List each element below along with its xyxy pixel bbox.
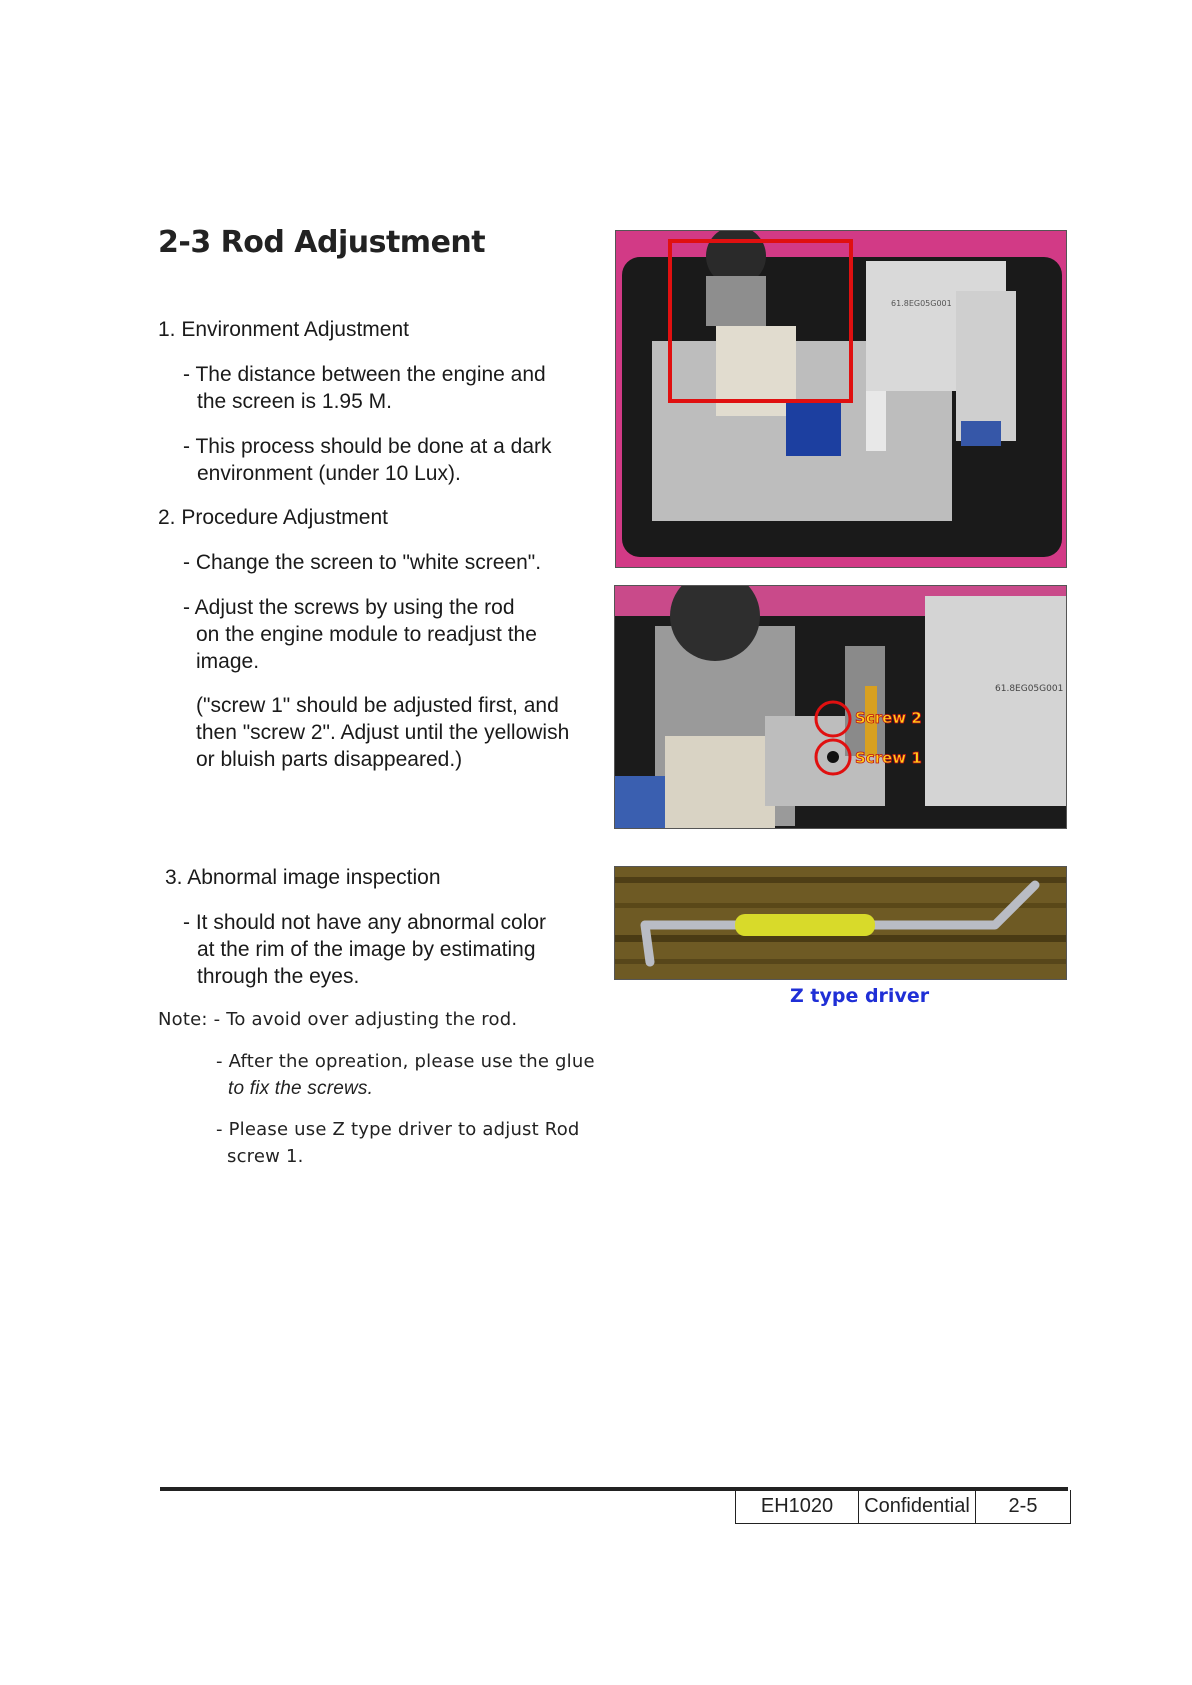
footer-confidential: Confidential <box>859 1490 976 1523</box>
section-procedure-title: 2. Procedure Adjustment <box>158 506 388 529</box>
section-environment-title: 1. Environment Adjustment <box>158 318 409 341</box>
driver-grip <box>735 914 875 936</box>
procedure-item-2-line-2: on the engine module to readjust the <box>196 623 537 646</box>
inspection-item-line-1: - It should not have any abnormal color <box>183 911 547 934</box>
z-driver-caption: Z type driver <box>790 985 930 1007</box>
note-line-2b: to fix the screws. <box>228 1078 374 1099</box>
footer-page-number: 2-5 <box>1008 1495 1038 1517</box>
z-driver-photo <box>614 866 1067 980</box>
procedure-item-2-line-1: - Adjust the screws by using the rod <box>183 596 515 619</box>
note-line-2: - After the opreation, please use the glue <box>216 1051 595 1072</box>
page-title: 2-3 Rod Adjustment <box>158 225 486 260</box>
screw-2-label: Screw 2 <box>855 709 922 727</box>
footer-model: EH1020 <box>736 1490 859 1523</box>
screw-1-label: Screw 1 <box>855 749 922 767</box>
note-line-3b: screw 1. <box>227 1146 304 1167</box>
env-item-1-line-2: the screen is 1.95 M. <box>197 390 392 413</box>
photo-part-label-2: 61.8EG05G001 <box>995 684 1064 694</box>
inspection-item-line-2: at the rim of the image by estimating <box>197 938 536 961</box>
footer-table <box>735 1490 1071 1524</box>
inspection-item-line-3: through the eyes. <box>197 965 360 988</box>
env-item-1-line-1: - The distance between the engine and <box>183 363 546 386</box>
env-item-2-line-1: - This process should be done at a dark <box>183 435 552 458</box>
screw-closeup-photo <box>614 585 1067 829</box>
section-inspection-title: 3. Abnormal image inspection <box>165 866 441 889</box>
procedure-note-line-1: ("screw 1" should be adjusted first, and <box>196 694 559 717</box>
note-line-3: - Please use Z type driver to adjust Rod <box>216 1119 580 1140</box>
procedure-note-line-2: then "screw 2". Adjust until the yellowish <box>196 721 570 744</box>
procedure-item-2-line-3: image. <box>196 650 260 673</box>
env-item-2-line-2: environment (under 10 Lux). <box>197 462 461 485</box>
procedure-item-1: - Change the screen to "white screen". <box>183 551 542 574</box>
procedure-note-line-3: or bluish parts disappeared.) <box>196 748 463 771</box>
note-line-1: Note: - To avoid over adjusting the rod. <box>158 1009 518 1030</box>
projector-overview-photo <box>615 230 1067 568</box>
photo-part-label: 61.8EG05G001 <box>891 299 952 308</box>
